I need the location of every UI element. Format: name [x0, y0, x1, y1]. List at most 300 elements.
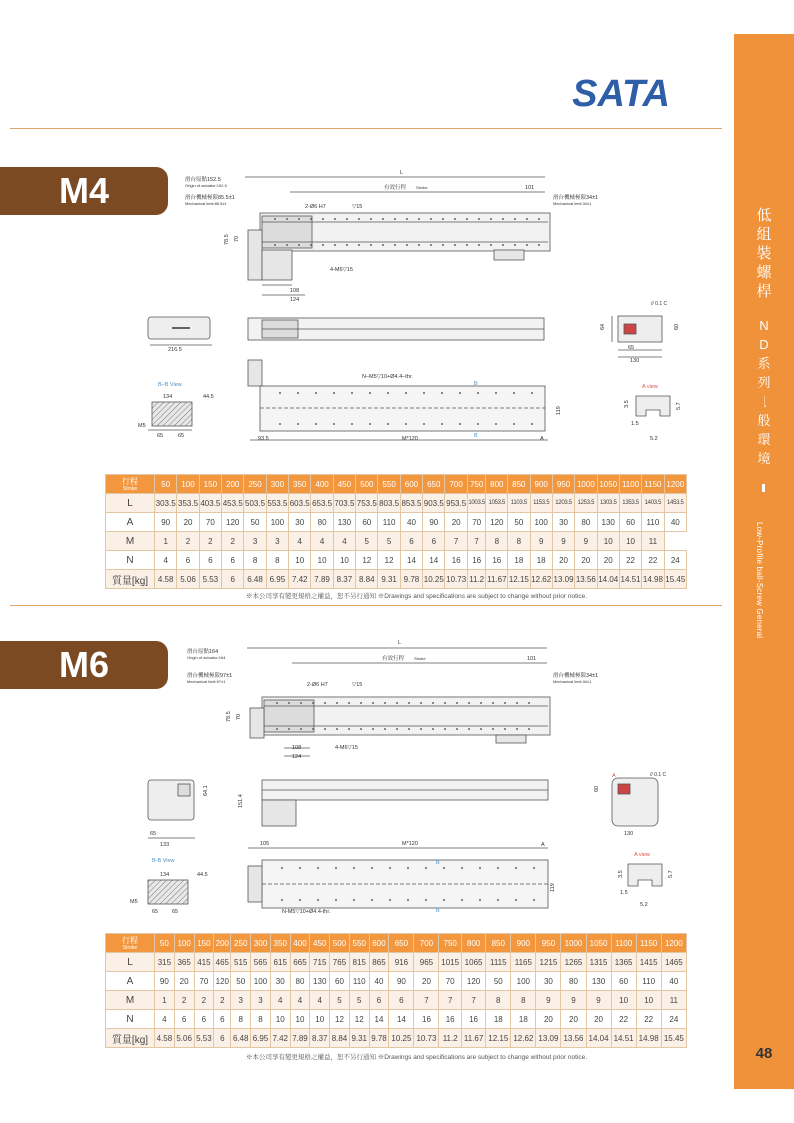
hole-dot	[396, 702, 398, 704]
m6-a-profile	[628, 864, 662, 886]
m4-dim-15: 1.5	[631, 421, 639, 427]
table-cell: 12.15	[508, 570, 530, 589]
hole-dot	[497, 899, 499, 901]
table-cell: 120	[486, 513, 508, 532]
m4-note: ※本公司享有變更規格之權益，恕不另行通知 ※Drawings and specifications are subject to change without prior notice.	[246, 593, 587, 600]
stroke-cell: 800	[486, 475, 508, 494]
hole-dot	[351, 423, 353, 425]
hole-dot	[334, 218, 336, 220]
m6-pin-label: 2-Ø6 H7	[307, 682, 328, 688]
stroke-cell: 250	[244, 475, 266, 494]
hole-dot	[315, 423, 317, 425]
hole-dot	[466, 244, 468, 246]
table-cell: 14.98	[636, 1029, 661, 1048]
hole-dot	[526, 218, 528, 220]
table-cell: 2	[177, 532, 199, 551]
table-cell: 9	[530, 532, 552, 551]
table-cell: 12	[378, 551, 400, 570]
stroke-cell: 1100	[611, 934, 636, 953]
table-cell: 14.98	[642, 570, 664, 589]
table-cell: 4	[155, 1010, 175, 1029]
stroke-cell: 900	[511, 934, 536, 953]
m6-dim-70: 70	[236, 713, 242, 720]
table-cell: 90	[423, 513, 445, 532]
m6-dim-35: 3.5	[618, 870, 624, 878]
hole-dot	[310, 244, 312, 246]
table-cell: 1165	[511, 953, 536, 972]
stroke-cell: 700	[445, 475, 467, 494]
table-cell: 20	[586, 1010, 611, 1029]
hole-dot	[407, 867, 409, 869]
table-cell: 1415	[636, 953, 661, 972]
stroke-cell: 600	[400, 475, 422, 494]
m4-pin-label: 2-Ø6 H7	[305, 204, 326, 210]
m4-end-view	[148, 317, 212, 345]
table-cell: 4	[289, 532, 311, 551]
hole-dot	[335, 867, 337, 869]
m4-m5: M5	[138, 423, 146, 429]
stroke-cell: 500	[330, 934, 350, 953]
table-cell: 12.62	[530, 570, 552, 589]
table-cell: 20	[597, 551, 619, 570]
m6-bb-section	[148, 880, 188, 904]
table-cell: 415	[194, 953, 214, 972]
table-cell: 11.2	[439, 1029, 461, 1048]
hole-dot	[288, 728, 290, 730]
m6-dim-15: 1.5	[620, 890, 628, 896]
table-cell: 10	[310, 1010, 330, 1029]
m6-front-view	[612, 778, 658, 826]
table-cell: 30	[289, 513, 311, 532]
hole-dot	[461, 899, 463, 901]
table-cell: 4	[290, 991, 310, 1010]
sidebar-char: 組	[756, 226, 772, 243]
hole-dot	[444, 728, 446, 730]
m4-a-view: A view	[642, 384, 658, 390]
m4-dim-108: 108	[290, 288, 300, 294]
sidebar-char: 一	[756, 394, 772, 408]
table-cell: 2	[174, 991, 194, 1010]
stroke-cell: 850	[486, 934, 511, 953]
hole-dot	[298, 218, 300, 220]
hole-dot	[288, 702, 290, 704]
hole-dot	[492, 728, 494, 730]
table-cell: 50	[508, 513, 530, 532]
sidebar	[734, 34, 794, 1089]
table-cell: 60	[356, 513, 378, 532]
hole-dot	[420, 728, 422, 730]
m6-m5: M5	[130, 899, 138, 905]
table-cell: 7	[414, 991, 439, 1010]
hole-dot	[300, 728, 302, 730]
sidebar-char: 境	[757, 451, 771, 466]
m4-m120: M*120	[402, 436, 418, 442]
table-cell: 13.56	[575, 570, 597, 589]
hole-dot	[515, 899, 517, 901]
table-cell: 5	[349, 991, 369, 1010]
table-cell: 18	[508, 551, 530, 570]
m4-dim-65b: 65	[178, 433, 185, 439]
table-cell: 365	[174, 953, 194, 972]
m4-dim-101: 101	[525, 185, 535, 191]
table-cell: 14.51	[611, 1029, 636, 1048]
table-cell: 1265	[561, 953, 586, 972]
middle-divider	[10, 605, 722, 606]
table-cell: 8.84	[330, 1029, 350, 1048]
hole-dot	[405, 423, 407, 425]
table-cell: 6	[222, 551, 244, 570]
table-cell: 20	[445, 513, 467, 532]
hole-dot	[408, 702, 410, 704]
hole-dot	[425, 899, 427, 901]
table-cell: 10.25	[389, 1029, 414, 1048]
m4-tap-label: 4-M6▽15	[330, 267, 353, 273]
table-cell: 130	[597, 513, 619, 532]
hole-dot	[454, 218, 456, 220]
hole-dot	[466, 218, 468, 220]
stroke-cell: 50	[155, 475, 177, 494]
table-cell: 5	[378, 532, 400, 551]
table-cell: 20	[536, 1010, 561, 1029]
hole-dot	[315, 392, 317, 394]
m4-dim-935: 93.5	[258, 436, 269, 442]
hole-dot	[346, 244, 348, 246]
sidebar-char: 螺	[756, 264, 772, 281]
table-cell: 6	[389, 991, 414, 1010]
row-label: M	[106, 532, 155, 551]
hole-dot	[418, 218, 420, 220]
table-row	[106, 953, 687, 972]
sidebar-char: 低	[756, 207, 772, 224]
table-cell: 803.5	[378, 494, 400, 513]
stroke-cell: 1050	[597, 475, 619, 494]
sidebar-cjk-title	[734, 206, 794, 301]
hole-dot	[478, 244, 480, 246]
hole-dot	[369, 392, 371, 394]
sidebar-bar	[762, 484, 765, 492]
table-cell: 5.06	[174, 1029, 194, 1048]
hole-dot	[418, 244, 420, 246]
table-cell: 765	[330, 953, 350, 972]
row-label: L	[106, 494, 155, 513]
table-cell: 10	[270, 1010, 290, 1029]
table-cell: 4	[270, 991, 290, 1010]
sata-logo	[566, 72, 676, 112]
m6-dim-119: 119	[550, 883, 556, 892]
row-label: 質量[kg]	[106, 1029, 155, 1048]
table-cell: 3	[251, 991, 271, 1010]
model-tab-m6: M6	[0, 641, 168, 689]
hole-dot	[459, 392, 461, 394]
table-cell: 1153.5	[530, 494, 552, 513]
m4-mech-limit-r: 滑台機械極限34±1	[553, 195, 599, 201]
table-cell: 7	[461, 991, 485, 1010]
table-cell: 15.45	[661, 1029, 686, 1048]
table-cell: 1053.5	[486, 494, 508, 513]
hole-dot	[396, 728, 398, 730]
m6-bb-view: B-B View	[152, 858, 175, 864]
m4-dim-57: 5.7	[676, 402, 682, 410]
stroke-cell: 650	[423, 475, 445, 494]
stroke-cell: 350	[289, 475, 311, 494]
hole-dot	[276, 702, 278, 704]
table-row	[106, 1010, 687, 1029]
m6-dim-105: 105	[260, 841, 270, 847]
hole-dot	[334, 244, 336, 246]
hole-dot	[408, 728, 410, 730]
m6-dim-108: 108	[292, 745, 302, 751]
table-cell: 16	[439, 1010, 461, 1029]
table-cell: 11	[661, 991, 686, 1010]
table-cell: 70	[199, 513, 221, 532]
m4-hole-label: N–M5▽10+Ø4.4–thr.	[362, 374, 413, 380]
hole-dot	[513, 392, 515, 394]
table-cell: 653.5	[311, 494, 333, 513]
table-cell: 18	[530, 551, 552, 570]
hole-dot	[528, 702, 530, 704]
table-cell: 10	[290, 1010, 310, 1029]
m4-dim-64: 64	[600, 323, 606, 330]
hole-dot	[477, 392, 479, 394]
m6-drawing	[0, 630, 730, 930]
stroke-cell: 550	[349, 934, 369, 953]
m6-dim-60: 60	[594, 785, 600, 792]
hole-dot	[281, 867, 283, 869]
m4-dim-119: 119	[556, 406, 562, 415]
m4-stroke-header: 行程 Stroke	[106, 475, 155, 494]
m4-mech-limit: 滑台機械極限85.5±1	[185, 195, 235, 201]
table-cell: 8	[511, 991, 536, 1010]
hole-dot	[516, 728, 518, 730]
hole-dot	[441, 392, 443, 394]
table-row	[106, 494, 687, 513]
hole-dot	[382, 244, 384, 246]
m6-top-view	[247, 648, 550, 756]
hole-dot	[372, 702, 374, 704]
hole-dot	[382, 218, 384, 220]
table-cell: 1253.5	[575, 494, 597, 513]
table-cell: 815	[349, 953, 369, 972]
table-cell: 12.62	[511, 1029, 536, 1048]
m4-origin-label: 滑台原點152.5	[185, 177, 221, 183]
table-cell: 11.2	[467, 570, 486, 589]
m6-end-view	[148, 780, 195, 838]
stroke-cell: 600	[369, 934, 389, 953]
hole-dot	[425, 867, 427, 869]
table-cell: 1015	[439, 953, 461, 972]
m4-side-view	[248, 318, 544, 340]
table-cell: 70	[467, 513, 486, 532]
hole-dot	[479, 899, 481, 901]
table-cell: 60	[611, 972, 636, 991]
stroke-cell: 850	[508, 475, 530, 494]
table-cell: 70	[439, 972, 461, 991]
table-cell: 22	[636, 1010, 661, 1029]
table-cell: 9	[561, 991, 586, 1010]
table-row	[106, 551, 687, 570]
table-cell: 10.73	[445, 570, 467, 589]
hole-dot	[389, 899, 391, 901]
hole-dot	[444, 702, 446, 704]
hole-dot	[358, 244, 360, 246]
m4-dim-130: 130	[630, 358, 640, 364]
table-cell: 130	[310, 972, 330, 991]
table-cell: 11.67	[461, 1029, 485, 1048]
table-cell: 1453.5	[664, 494, 686, 513]
m4-dim-60: 60	[674, 323, 680, 330]
m6-stroke-label: 有效行程	[382, 656, 405, 662]
table-cell: 1	[155, 532, 177, 551]
table-cell: 1315	[586, 953, 611, 972]
m4-mech-limit-r-en: Mechanical limit:34±1	[553, 201, 592, 206]
table-cell: 13.09	[552, 570, 574, 589]
hole-dot	[443, 867, 445, 869]
table-cell: 4	[333, 532, 355, 551]
hole-dot	[372, 728, 374, 730]
table-cell: 1	[155, 991, 175, 1010]
table-cell: 8	[486, 991, 511, 1010]
table-cell: 7	[439, 991, 461, 1010]
hole-dot	[533, 867, 535, 869]
hole-dot	[370, 244, 372, 246]
table-cell: 30	[552, 513, 574, 532]
table-cell: 10	[611, 991, 636, 1010]
m6-pin-depth: ▽15	[352, 682, 363, 688]
hole-dot	[533, 899, 535, 901]
m4-origin-en: Origin of actuator:152.5	[185, 183, 227, 188]
hole-dot	[317, 899, 319, 901]
table-cell: 30	[536, 972, 561, 991]
m4-pin-depth: ▽15	[352, 204, 363, 210]
hole-dot	[406, 244, 408, 246]
hole-dot	[478, 218, 480, 220]
table-cell: 12	[349, 1010, 369, 1029]
table-cell: 1103.5	[508, 494, 530, 513]
table-cell: 403.5	[199, 494, 221, 513]
m4-dim-124: 124	[290, 297, 300, 303]
table-cell: 20	[177, 513, 199, 532]
m6-flatness: // 0.1 C	[650, 772, 667, 778]
hole-dot	[297, 423, 299, 425]
hole-dot	[423, 423, 425, 425]
m6-dim-L: L	[398, 640, 402, 646]
stroke-cell: 1150	[636, 934, 661, 953]
hole-dot	[281, 899, 283, 901]
hole-dot	[336, 728, 338, 730]
hole-dot	[461, 867, 463, 869]
table-cell: 8	[231, 1010, 251, 1029]
table-row	[106, 532, 687, 551]
hole-dot	[538, 244, 540, 246]
sidebar-char: 系	[757, 356, 771, 371]
m4-b-mark-2: B	[474, 433, 478, 439]
hole-dot	[430, 218, 432, 220]
table-cell: 303.5	[155, 494, 177, 513]
m6-bottom-view	[248, 848, 548, 908]
table-cell: 50	[486, 972, 511, 991]
hole-dot	[297, 392, 299, 394]
stroke-cell: 50	[155, 934, 175, 953]
stroke-cell: 300	[251, 934, 271, 953]
table-cell: 80	[575, 513, 597, 532]
table-cell: 6	[174, 1010, 194, 1029]
table-cell: 22	[642, 551, 664, 570]
table-cell: 8	[244, 551, 266, 570]
table-cell: 16	[467, 551, 486, 570]
table-cell: 4	[310, 991, 330, 1010]
table-cell: 6.48	[231, 1029, 251, 1048]
table-cell: 16	[414, 1010, 439, 1029]
table-cell: 615	[270, 953, 290, 972]
table-cell: 4	[155, 551, 177, 570]
table-cell: 6	[423, 532, 445, 551]
row-label: N	[106, 551, 155, 570]
hole-dot	[394, 244, 396, 246]
table-cell: 16	[486, 551, 508, 570]
stroke-cell: 100	[177, 475, 199, 494]
sidebar-latin	[734, 522, 794, 662]
stroke-cell: 950	[536, 934, 561, 953]
hole-dot	[480, 728, 482, 730]
m6-dim-65: 65	[150, 831, 157, 837]
table-cell: 14.04	[586, 1029, 611, 1048]
table-cell: 24	[664, 551, 686, 570]
hole-dot	[468, 728, 470, 730]
table-cell: 10	[619, 532, 641, 551]
hole-dot	[370, 218, 372, 220]
hole-dot	[443, 899, 445, 901]
m6-a-mark: A	[541, 842, 545, 848]
table-row	[106, 1029, 687, 1048]
hole-dot	[348, 702, 350, 704]
hole-dot	[515, 867, 517, 869]
table-cell: 11	[642, 532, 664, 551]
sidebar-char: 桿	[756, 283, 772, 300]
table-cell: 40	[400, 513, 422, 532]
hole-dot	[274, 244, 276, 246]
hole-dot	[299, 867, 301, 869]
table-cell: 515	[231, 953, 251, 972]
table-cell: 9.31	[349, 1029, 369, 1048]
stroke-cell: 400	[290, 934, 310, 953]
m6-note: ※本公司享有變更規格之權益，恕不另行通知 ※Drawings and specifications are subject to change without prior notice.	[246, 1054, 587, 1061]
table-cell: 14	[423, 551, 445, 570]
table-cell: 7.42	[289, 570, 311, 589]
m6-stroke-row	[106, 934, 687, 953]
m6-mech-limit: 滑台機械極限97±1	[187, 673, 233, 679]
table-cell: 4.58	[155, 1029, 175, 1048]
hole-dot	[456, 728, 458, 730]
stroke-cell: 550	[378, 475, 400, 494]
m4-a-profile	[636, 396, 670, 416]
table-cell: 90	[389, 972, 414, 991]
hole-dot	[312, 728, 314, 730]
stroke-cell: 900	[530, 475, 552, 494]
stroke-cell: 950	[552, 475, 574, 494]
hole-dot	[477, 423, 479, 425]
table-cell: 5.53	[194, 1029, 214, 1048]
table-cell: 4.58	[155, 570, 177, 589]
hole-dot	[407, 899, 409, 901]
m4-front-view	[612, 316, 662, 357]
table-cell: 9	[586, 991, 611, 1010]
hole-dot	[300, 702, 302, 704]
table-cell: 40	[664, 513, 686, 532]
table-cell: 6.48	[244, 570, 266, 589]
hole-dot	[442, 244, 444, 246]
m4-stroke-en: Stroke	[416, 185, 428, 190]
table-cell: 6.95	[251, 1029, 271, 1048]
